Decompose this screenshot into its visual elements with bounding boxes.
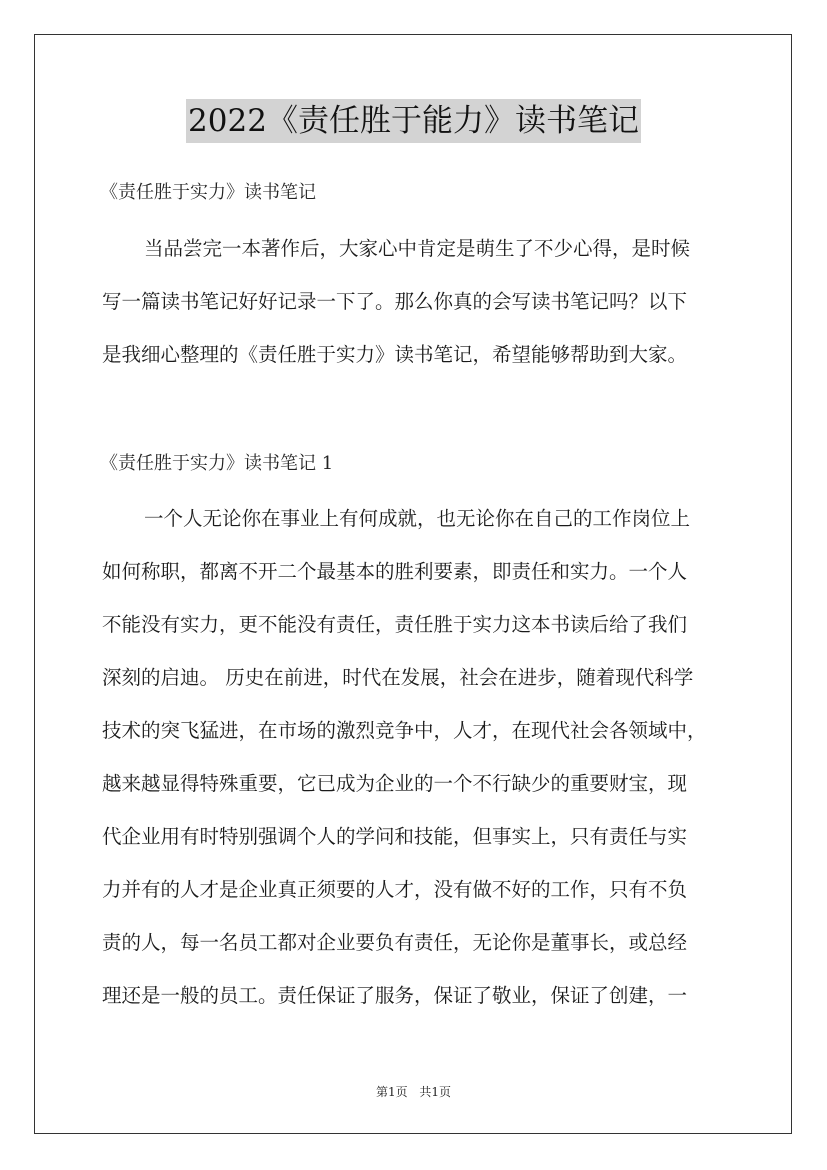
page-number: 第1页 xyxy=(375,1085,408,1099)
section-heading: 《责任胜于实力》读书笔记 1 xyxy=(100,453,334,474)
page-footer xyxy=(0,1083,827,1100)
document-subtitle: 《责任胜于实力》读书笔记 xyxy=(100,182,316,203)
document-title-wrap xyxy=(0,99,827,143)
document-title: 2022《责任胜于能力》读书笔记 xyxy=(186,99,641,143)
body-line: 如何称职，都离不开二个最基本的胜利要素，即责任和实力。一个人 xyxy=(102,560,688,583)
body-line: 越来越显得特殊重要，它已成为企业的一个不行缺少的重要财宝，现 xyxy=(102,772,688,795)
body-line: 技术的突飞猛进，在市场的激烈竞争中，人才，在现代社会各领域中， xyxy=(102,719,707,742)
body-line: 责的人，每一名员工都对企业要负有责任，无论你是董事长，或总经 xyxy=(102,931,688,954)
intro-paragraph xyxy=(102,222,732,381)
body-line: 一个人无论你在事业上有何成就，也无论你在自己的工作岗位上 xyxy=(144,507,691,530)
intro-line: 写一篇读书笔记好好记录一下了。那么你真的会写读书笔记吗？以下 xyxy=(102,290,688,313)
intro-line: 是我细心整理的《责任胜于实力》读书笔记，希望能够帮助到大家。 xyxy=(102,343,688,366)
body-line: 代企业用有时特别强调个人的学问和技能，但事实上，只有责任与实 xyxy=(102,825,688,848)
body-line: 理还是一般的员工。责任保证了服务，保证了敬业，保证了创建，一 xyxy=(102,984,688,1007)
body-paragraph xyxy=(102,492,732,1022)
page-total: 共1页 xyxy=(419,1085,452,1099)
body-line: 深刻的启迪。 历史在前进，时代在发展，社会在进步，随着现代科学 xyxy=(102,666,694,689)
intro-line: 当品尝完一本著作后，大家心中肯定是萌生了不少心得，是时候 xyxy=(144,237,691,260)
body-line: 不能没有实力，更不能没有责任，责任胜于实力这本书读后给了我们 xyxy=(102,613,688,636)
body-line: 力并有的人才是企业真正须要的人才，没有做不好的工作，只有不负 xyxy=(102,878,688,901)
